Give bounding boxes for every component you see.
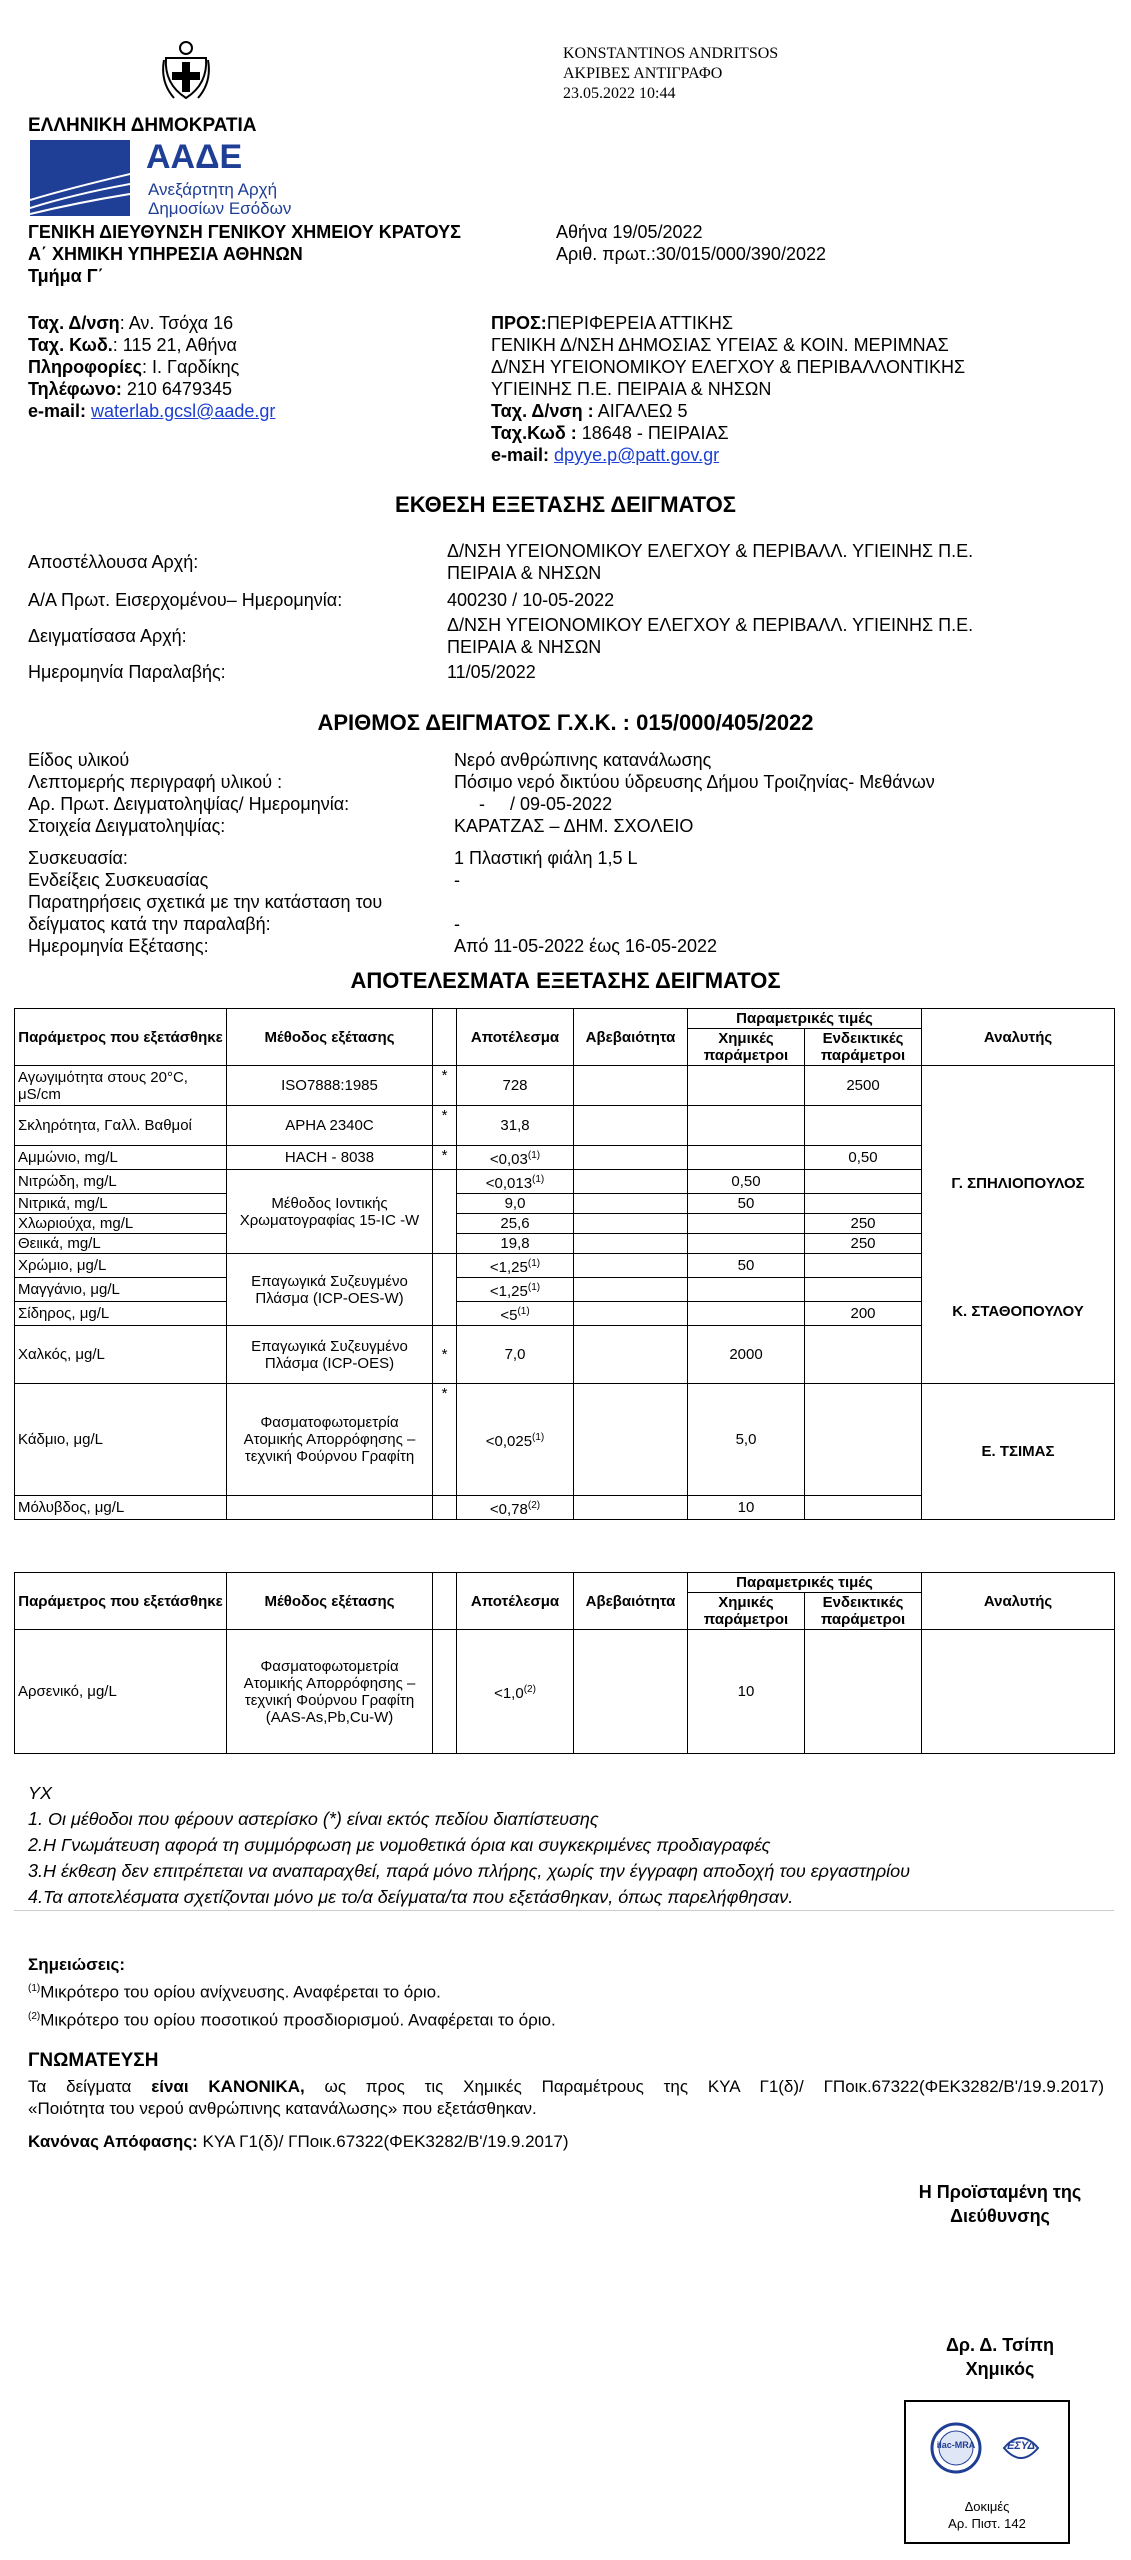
row-result: $<1,0^{(2)}$ [457, 1630, 574, 1754]
row-result: $<5^{(1)}$ [457, 1302, 574, 1326]
analyst-cell-2 [922, 1302, 1115, 1384]
sender-address-label: Ταχ. Δ/νση [28, 313, 120, 333]
footnote-3: 3.Η έκθεση δεν επιτρέπεται να αναπαραχθεί, παρά μόνο πλήρης, χωρίς την έγγραφη αποδοχή του εργαστηρίου [28, 1861, 911, 1881]
aade-sub-2: Δημοσίων Εσόδων [148, 199, 292, 218]
row-param: Νιτρώδη, mg/L [15, 1170, 227, 1194]
report-info-value-1a: Δ/ΝΣΗ ΥΓΕΙΟΝΟΜΙΚΟΥ ΕΛΕΓΧΟΥ & ΠΕΡΙΒΑΛΛ. ΥΓΙΕΙΝΗΣ Π.Ε. [447, 541, 974, 561]
row-indicative: 250 [805, 1234, 922, 1254]
row-chemical [688, 1278, 805, 1302]
header-method: Μέθοδος εξέτασης [227, 1009, 433, 1066]
note-1: Μικρότερο του ορίου ανίχνευσης. Αναφέρεται το όριο. [40, 1982, 441, 2002]
row-method: Φασματοφωτομετρία Ατομικής Απορρόφησης – τεχνική Φούρνου Γραφίτη (AAS-As,Pb,Cu-W) [227, 1630, 433, 1754]
header-analyst: Αναλυτής [922, 1009, 1115, 1066]
stamp-datetime: 23.05.2022 10:44 [563, 85, 676, 102]
recipient-email-label: e-mail: [491, 445, 550, 465]
row-param: Χρώμιο, μg/L [15, 1254, 227, 1278]
row-chemical [688, 1214, 805, 1234]
row-method-icp-oes-w: Επαγωγικά Συζευγμένο Πλάσμα (ICP-OES-W) [227, 1254, 433, 1326]
header-result: Αποτέλεσμα [457, 1573, 574, 1630]
accreditation-line-2: Αρ. Πιστ. 142 [948, 2516, 1026, 2531]
opinion-title: ΓΝΩΜΑΤΕΥΣΗ [28, 2050, 159, 2071]
signature-role [880, 2180, 1120, 2228]
stamp-copy: ΑΚΡΙΒΕΣ ΑΝΤΙΓΡΑΦΟ [563, 65, 723, 82]
report-info-label-2: Α/Α Πρωτ. Εισερχομένου– Ημερομηνία: [28, 590, 343, 610]
row-method: HACH - 8038 [227, 1146, 433, 1170]
row-chemical [688, 1106, 805, 1146]
report-info-value-1b: ΠΕΙΡΑΙΑ & ΝΗΣΩΝ [447, 563, 602, 583]
footnotes-block [28, 1780, 910, 1910]
results-title: ΑΠΟΤΕΛΕΣΜΑΤΑ ΕΞΕΤΑΣΗΣ ΔΕΙΓΜΑΤΟΣ [350, 968, 781, 993]
row-param: Αρσενικό, μg/L [15, 1630, 227, 1754]
sample-number-title: ΑΡΙΘΜΟΣ ΔΕΙΓΜΑΤΟΣ Γ.Χ.Κ. : 015/000/405/2022 [317, 710, 814, 735]
sample-info-label-1: Είδος υλικού [28, 750, 130, 770]
aade-logo-subtitle [148, 180, 291, 218]
row-chemical: 50 [688, 1254, 805, 1278]
report-info-value-3b: ΠΕΙΡΑΙΑ & ΝΗΣΩΝ [447, 637, 602, 657]
sender-info: : Ι. Γαρδίκης [142, 357, 240, 377]
sender-address: : Αν. Τσόχα 16 [119, 313, 234, 333]
recipient-address-label: Ταχ. Δ/νση : [491, 401, 594, 421]
row-chemical: 5,0 [688, 1384, 805, 1496]
row-param: Μαγγάνιο, μg/L [15, 1278, 227, 1302]
row-result: $<0,78^{(2)}$ [457, 1496, 574, 1520]
republic-title: ΕΛΛΗΝΙΚΗ ΔΗΜΟΚΡΑΤΙΑ [28, 115, 257, 136]
table-row [15, 1302, 1115, 1326]
signature-name: Δρ. Δ. Τσίπη [945, 2335, 1055, 2355]
signature-role-1: Η Προϊσταμένη της [918, 2182, 1082, 2202]
sender-phone: 210 6479345 [121, 379, 232, 399]
sample-info-label-6: Ενδείξεις Συσκευασίας [28, 870, 209, 890]
row-chemical: 2000 [688, 1326, 805, 1384]
sender-email-link[interactable]: waterlab.gcsl@aade.gr [91, 401, 276, 421]
signature-name-block [900, 2333, 1100, 2381]
row-star: * [433, 1146, 457, 1170]
row-indicative [805, 1254, 922, 1278]
sample-info-label-2: Λεπτομερής περιγραφή υλικού : [28, 772, 283, 792]
sample-info-value-9: Από 11-05-2022 έως 16-05-2022 [454, 936, 718, 956]
esyd-label: ΕΣΥΔ [1007, 2440, 1035, 2452]
report-title: ΕΚΘΕΣΗ ΕΞΕΤΑΣΗΣ ΔΕΙΓΜΑΤΟΣ [395, 492, 736, 517]
accreditation-box [904, 2400, 1070, 2544]
divider [14, 1910, 1114, 1911]
report-info-label-1: Αποστέλλουσα Αρχή: [28, 552, 199, 572]
header-uncertainty: Αβεβαιότητα [574, 1009, 688, 1066]
sample-info-value-5: 1 Πλαστική φιάλη 1,5 L [454, 848, 638, 868]
row-result: $<1,25^{(1)}$ [457, 1278, 574, 1302]
aade-sub-1: Ανεξάρτητη Αρχή [148, 180, 278, 199]
decision-rule-value: ΚΥΑ Γ1(δ)/ ΓΠοικ.67322(ΦΕΚ3282/Β'/19.9.2017) [197, 2132, 569, 2151]
report-info-value-3a: Δ/ΝΣΗ ΥΓΕΙΟΝΟΜΙΚΟΥ ΕΛΕΓΧΟΥ & ΠΕΡΙΒΑΛΛ. ΥΓΙΕΙΝΗΣ Π.Ε. [447, 615, 974, 635]
notes-block [28, 1953, 556, 2032]
header-chemical: Χημικές παράμετροι [688, 1029, 805, 1066]
report-info-value-2: 400230 / 10-05-2022 [447, 590, 615, 610]
header-chemical: Χημικές παράμετροι [688, 1593, 805, 1630]
analyst-2: Κ. ΣΤΑΘΟΠΟΥΛΟΥ [952, 1302, 1084, 1320]
header-param-values: Παραμετρικές τιμές [688, 1573, 922, 1593]
row-indicative: 250 [805, 1214, 922, 1234]
row-indicative [805, 1170, 922, 1194]
results-table [14, 1008, 1115, 1520]
table-header-row [15, 1009, 1115, 1029]
row-indicative [805, 1496, 922, 1520]
sample-info-label-7: Παρατηρήσεις σχετικά με την κατάσταση του [28, 892, 383, 912]
accreditation-line-1: Δοκιμές [964, 2499, 1010, 2514]
row-result: $<0,013^{(1)}$ [457, 1170, 574, 1194]
row-result: 9,0 [457, 1194, 574, 1214]
table-row [15, 1066, 1115, 1106]
sender-block [28, 312, 275, 422]
analyst-1: Γ. ΣΠΗΛΙΟΠΟΥΛΟΣ [951, 1175, 1085, 1193]
sender-code-label: Ταχ. Κωδ. [28, 335, 113, 355]
recipient-block [491, 312, 965, 466]
recipient-to-label: ΠΡΟΣ: [491, 313, 547, 333]
arsenic-table [14, 1572, 1115, 1754]
org-line-3: Τμήμα Γ΄ [28, 266, 104, 286]
row-chemical [688, 1146, 805, 1170]
analyst-3: Ε. ΤΣΙΜΑΣ [981, 1443, 1055, 1460]
row-chemical: 50 [688, 1194, 805, 1214]
row-param: Αγωγιμότητα στους 20°C, μS/cm [15, 1066, 227, 1106]
sample-info-label-4: Στοιχεία Δειγματοληψίας: [28, 816, 226, 836]
row-star: * [433, 1066, 457, 1106]
row-star: * [433, 1326, 457, 1384]
protocol-number: Αριθ. πρωτ.:30/015/000/390/2022 [556, 244, 826, 264]
sample-info-label-9: Ημερομηνία Εξέτασης: [28, 936, 209, 956]
coat-of-arms-icon [160, 38, 212, 104]
header-param-values: Παραμετρικές τιμές [688, 1009, 922, 1029]
note-2-marker: (2) [28, 2010, 41, 2022]
org-line-1: ΓΕΝΙΚΗ ΔΙΕΥΘΥΝΣΗ ΓΕΝΙΚΟΥ ΧΗΜΕΙΟΥ ΚΡΑΤΟΥΣ [28, 222, 461, 242]
recipient-line-3: Δ/ΝΣΗ ΥΓΕΙΟΝΟΜΙΚΟΥ ΕΛΕΓΧΟΥ & ΠΕΡΙΒΑΛΛΟΝΤΙΚΗΣ [491, 357, 966, 377]
table-row [15, 1630, 1115, 1754]
organization-block [28, 221, 461, 287]
row-param: Νιτρικά, mg/L [15, 1194, 227, 1214]
footnote-1: 1. Οι μέθοδοι που φέρουν αστερίσκο (*) είναι εκτός πεδίου διαπίστευσης [28, 1809, 599, 1829]
decision-rule [28, 2132, 569, 2152]
analyst-cell-1 [922, 1066, 1115, 1302]
row-method [227, 1496, 433, 1520]
row-result: $<1,25^{(1)}$ [457, 1254, 574, 1278]
row-param: Μόλυβδος, μg/L [15, 1496, 227, 1520]
row-result: 728 [457, 1066, 574, 1106]
row-chemical [688, 1234, 805, 1254]
recipient-line-4: ΥΓΙΕΙΝΗΣ Π.Ε. ΠΕΙΡΑΙΑ & ΝΗΣΩΝ [491, 379, 772, 399]
row-indicative [805, 1384, 922, 1496]
report-info-value-4: 11/05/2022 [447, 662, 536, 682]
decision-rule-label: Κανόνας Απόφασης: [28, 2132, 198, 2151]
row-param: Χλωριούχα, mg/L [15, 1214, 227, 1234]
recipient-address: ΑΙΓΑΛΕΩ 5 [593, 401, 688, 421]
header-analyst: Αναλυτής [922, 1573, 1115, 1630]
footnote-yx: ΥΧ [28, 1783, 53, 1803]
row-result: $<0,025^{(1)}$ [457, 1384, 574, 1496]
row-indicative: 200 [805, 1302, 922, 1326]
row-method: APHA 2340C [227, 1106, 433, 1146]
aade-logo-text: ΑΑΔΕ [146, 138, 243, 176]
row-param: Σκληρότητα, Γαλλ. Βαθμοί [15, 1106, 227, 1146]
row-chemical: 10 [688, 1630, 805, 1754]
row-param: Αμμώνιο, mg/L [15, 1146, 227, 1170]
row-star: * [433, 1106, 457, 1146]
accreditation-text [906, 2498, 1068, 2532]
sender-phone-label: Τηλέφωνο: [28, 379, 122, 399]
note-2: Μικρότερο του ορίου ποσοτικού προσδιορισμού. Αναφέρεται το όριο. [40, 2010, 556, 2030]
row-indicative [805, 1278, 922, 1302]
recipient-to: ΠΕΡΙΦΕΡΕΙΑ ΑΤΤΙΚΗΣ [546, 313, 734, 333]
row-result: $<0,03^{(1)}$ [457, 1146, 574, 1170]
sample-info-value-2: Πόσιμο νερό δικτύου ύδρευσης Δήμου Τροιζηνίας- Μεθάνων [454, 772, 935, 792]
sample-info-label-5: Συσκευασία: [28, 848, 128, 868]
row-chemical [688, 1302, 805, 1326]
opinion-text: Τα δείγματα είναι ΚΑΝΟΝΙΚΑ, ως προς τις Χημικές Παραμέτρους της ΚΥΑ Γ1(δ)/ ΓΠοικ.67322(ΦΕΚ3282/Β'/19.9.2017) «Ποιότητα του νερού ανθρώπινης κατανάλωσης» που εξετάσθηκαν. [28, 2077, 1104, 2118]
row-method: Φασματοφωτομετρία Ατομικής Απορρόφησης – τεχνική Φούρνου Γραφίτη [227, 1384, 433, 1496]
header-result: Αποτέλεσμα [457, 1009, 574, 1066]
recipient-code-label: Ταχ.Κωδ : [491, 423, 577, 443]
org-line-2: Α΄ ΧΗΜΙΚΗ ΥΠΗΡΕΣΙΑ ΑΘΗΝΩΝ [28, 244, 303, 264]
note-1-marker: (1) [28, 1983, 41, 1994]
sample-info-value-1: Νερό ανθρώπινης κατανάλωσης [454, 750, 712, 770]
row-result: 7,0 [457, 1326, 574, 1384]
analyst-cell-3 [922, 1384, 1115, 1520]
aade-logo-icon [30, 140, 130, 216]
header-param: Παράμετρος που εξετάσθηκε [15, 1009, 227, 1066]
report-info-label-4: Ημερομηνία Παραλαβής: [28, 662, 226, 682]
row-result: 19,8 [457, 1234, 574, 1254]
notes-title: Σημειώσεις: [28, 1955, 126, 1974]
row-chemical: 0,50 [688, 1170, 805, 1194]
row-method: ISO7888:1985 [227, 1066, 433, 1106]
row-result: 31,8 [457, 1106, 574, 1146]
sample-info-value-8: - [454, 914, 460, 934]
table-header-row [15, 1573, 1115, 1593]
report-info-label-3: Δειγματίσασα Αρχή: [28, 626, 187, 646]
signature-role-2: Διεύθυνσης [950, 2206, 1050, 2226]
row-indicative [805, 1326, 922, 1384]
sample-info-value-6: - [454, 870, 460, 890]
stamp-name: KONSTANTINOS ANDRITSOS [563, 45, 779, 62]
row-param: Θειικά, mg/L [15, 1234, 227, 1254]
sender-email-label: e-mail: [28, 401, 87, 421]
row-param: Σίδηρος, μg/L [15, 1302, 227, 1326]
table-row [15, 1384, 1115, 1496]
row-param: Κάδμιο, μg/L [15, 1384, 227, 1496]
recipient-line-2: ΓΕΝΙΚΗ Δ/ΝΣΗ ΔΗΜΟΣΙΑΣ ΥΓΕΙΑΣ & ΚΟΙΝ. ΜΕΡΙΜΝΑΣ [491, 335, 949, 355]
row-star: * [433, 1384, 457, 1496]
document-date: Αθήνα 19/05/2022 [556, 222, 703, 242]
sample-info-value-4: ΚΑΡΑΤΖΑΣ – ΔΗΜ. ΣΧΟΛΕΙΟ [454, 816, 694, 836]
sender-code: : 115 21, Αθήνα [112, 335, 237, 355]
row-method-ion-chromatography: Μέθοδος Ιοντικής Χρωματογραφίας 15-IC -W [227, 1170, 433, 1254]
sample-info-label-3: Αρ. Πρωτ. Δειγματοληψίας/ Ημερομηνία: [28, 794, 350, 814]
row-indicative: 0,50 [805, 1146, 922, 1170]
row-param: Χαλκός, μg/L [15, 1326, 227, 1384]
footnote-4: 4.Τα αποτελέσματα σχετίζονται μόνο με το/α δείγματα/τα που εξετάσθηκαν, όπως παρελήφθησαν. [28, 1887, 794, 1907]
sample-info-label-8: δείγματος κατά την παραλαβή: [28, 914, 271, 934]
row-chemical: 10 [688, 1496, 805, 1520]
header-indicative: Ενδεικτικές παράμετροι [805, 1593, 922, 1630]
sender-info-label: Πληροφορίες [28, 357, 143, 377]
row-result: 25,6 [457, 1214, 574, 1234]
document-ref-block [556, 221, 826, 265]
recipient-email-link[interactable]: dpyye.p@patt.gov.gr [554, 445, 720, 465]
row-method: Επαγωγικά Συζευγμένο Πλάσμα (ICP-OES) [227, 1326, 433, 1384]
header-indicative: Ενδεικτικές παράμετροι [805, 1029, 922, 1066]
header-uncertainty: Αβεβαιότητα [574, 1573, 688, 1630]
ilac-mra-label: ilac-MRA [936, 2440, 976, 2450]
signature-title: Χημικός [965, 2359, 1035, 2379]
row-chemical [688, 1066, 805, 1106]
recipient-code: 18648 - ΠΕΙΡΑΙΑΣ [576, 423, 729, 443]
digital-signature-stamp [563, 44, 778, 104]
header-param: Παράμετρος που εξετάσθηκε [15, 1573, 227, 1630]
header-method: Μέθοδος εξέτασης [227, 1573, 433, 1630]
row-indicative: 2500 [805, 1066, 922, 1106]
row-indicative [805, 1106, 922, 1146]
footnote-2: 2.Η Γνωμάτευση αφορά τη συμμόρφωση με νομοθετικά όρια και συγκεκριμένες προδιαγραφές [28, 1835, 771, 1855]
row-indicative [805, 1194, 922, 1214]
sample-info-value-3: - / 09-05-2022 [454, 794, 613, 814]
